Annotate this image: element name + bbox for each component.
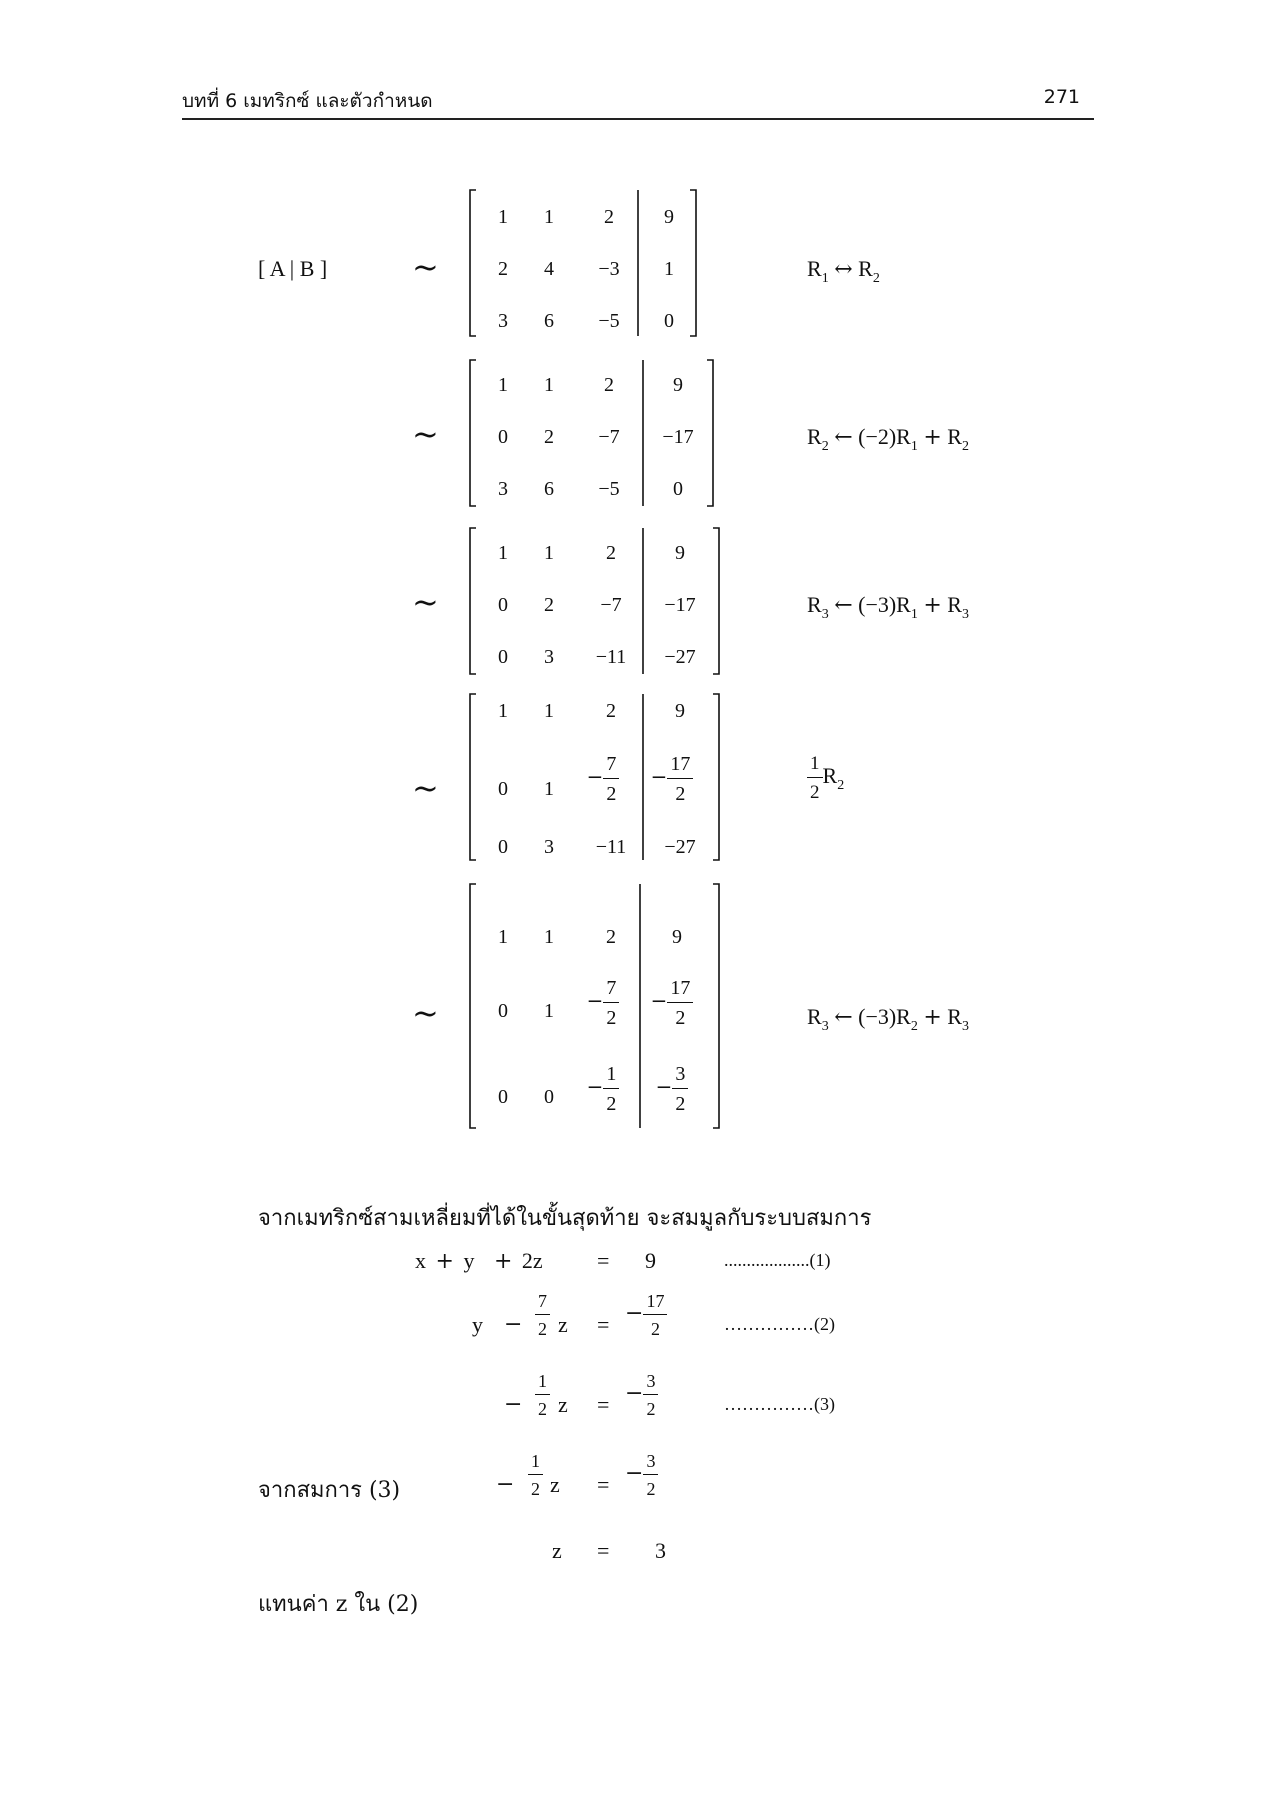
matrix-cell: 9 (673, 374, 683, 396)
matrix-cell: 3 (544, 646, 554, 668)
augmented-matrix-label: [ A | B ] (258, 256, 328, 281)
matrix-cell: 0 (664, 310, 674, 332)
equals: = (597, 1248, 610, 1273)
equation-3-rhs: − $\frac{3}{2}$ (625, 1372, 658, 1418)
matrix-cell: 1 (544, 542, 554, 564)
matrix-cell: −7 (600, 594, 622, 616)
matrix-cell: 0 (498, 1000, 508, 1022)
matrix-fraction-cell: − $\frac{3}{2}$ (637, 1064, 707, 1114)
page-number: 271 (1043, 86, 1080, 108)
matrix-cell: 3 (498, 310, 508, 332)
matrix-cell: 6 (544, 310, 554, 332)
matrix-cell: −17 (664, 594, 696, 616)
matrix-cell: 2 (606, 542, 616, 564)
z-value: 3 (655, 1538, 666, 1563)
matrix-cell: 2 (604, 374, 614, 396)
matrix-cell: 6 (544, 478, 554, 500)
matrix-cell: 2 (606, 926, 616, 948)
matrix-cell: 0 (498, 594, 508, 616)
fraction: $\frac{1}{2}$ (528, 1452, 543, 1498)
matrix-cell: 2 (606, 700, 616, 722)
matrix-cell: 0 (498, 778, 508, 800)
fraction: $\frac{17}{2}$ (667, 754, 693, 804)
row-operation-5: $R_3$ ← $(-3)R_2 + R_3$ (807, 1004, 969, 1034)
row-operation-2: $R_2$ ← $(-2)R_1 + R_2$ (807, 424, 969, 454)
equals: = (597, 1538, 610, 1563)
matrix-cell: 1 (544, 206, 554, 228)
variable-z: z (552, 1538, 562, 1563)
variable-z: z (558, 1392, 568, 1417)
row-operation-3: $R_3$ ← $(-3)R_1 + R_3$ (807, 592, 969, 622)
matrix-fraction-cell: − $\frac{7}{2}$ (568, 978, 638, 1028)
matrix-cell: 3 (498, 478, 508, 500)
equation-2-coef (535, 1292, 550, 1338)
matrix-cell: 1 (544, 926, 554, 948)
tilde-3: ~ (412, 583, 439, 621)
matrix-cell: 0 (673, 478, 683, 500)
fraction: $\frac{7}{2}$ (603, 754, 619, 804)
matrix-cell: 0 (498, 1086, 508, 1108)
fraction: $\frac{3}{2}$ (672, 1064, 688, 1114)
equation-2-rhs: − $\frac{17}{2}$ (625, 1292, 667, 1338)
matrix-cell: 2 (544, 594, 554, 616)
equation-3-coef (535, 1372, 550, 1418)
fraction: $\frac{7}{2}$ (603, 978, 619, 1028)
equals: = (597, 1472, 610, 1497)
substitute-text: แทนค่า z ใน (2) (258, 1592, 419, 1617)
matrix-cell: 1 (498, 926, 508, 948)
matrix-cell: 0 (498, 836, 508, 858)
matrix-cell: 1 (498, 542, 508, 564)
matrix-cell: 1 (664, 258, 674, 280)
fraction: $\frac{17}{2}$ (667, 978, 693, 1028)
matrix-cell: 9 (672, 926, 682, 948)
m5-right-bracket (713, 884, 719, 1128)
matrix-cell: −5 (598, 310, 620, 332)
minus-sign: − (504, 1392, 523, 1417)
equation-1-rhs: 9 (645, 1248, 656, 1273)
equation-1-ref: ...................(1) (724, 1250, 831, 1270)
matrix-fraction-cell: − $\frac{7}{2}$ (568, 754, 638, 804)
matrix-cell: −17 (662, 426, 694, 448)
fraction: $\frac{3}{2}$ (643, 1452, 658, 1498)
fraction: $\frac{1}{2}$ (807, 754, 823, 802)
matrix-cell: 1 (498, 374, 508, 396)
matrix-cell: 1 (498, 206, 508, 228)
matrix-fraction-cell: − $\frac{1}{2}$ (568, 1064, 638, 1114)
matrix-cell: 0 (544, 1086, 554, 1108)
matrix-cell: −27 (664, 836, 696, 858)
matrix-cell: −27 (664, 646, 696, 668)
equals: = (597, 1392, 610, 1417)
intro-text: จากเมทริกซ์สามเหลี่ยมที่ได้ในขั้นสุดท้าย จะสมมูลกับระบบสมการ (258, 1206, 872, 1231)
variable-z: z (558, 1312, 568, 1337)
fraction: $\frac{3}{2}$ (643, 1372, 658, 1418)
row-operation-4: $\frac{1}{2}$ $R_2$ (807, 754, 844, 802)
fraction: $\frac{1}{2}$ (603, 1064, 619, 1114)
tilde-1: ~ (412, 248, 439, 286)
row-operation-1: $R_1$ ↔ $R_2$ (807, 256, 880, 286)
matrix-cell: 1 (498, 700, 508, 722)
matrix-cell: 9 (675, 700, 685, 722)
equation-1: x + y + 2z (415, 1248, 543, 1274)
tilde-4: ~ (412, 769, 439, 807)
tilde-2: ~ (412, 415, 439, 453)
minus-sign: − (504, 1312, 523, 1337)
matrix-cell: −11 (595, 646, 627, 668)
equation-2-ref: ……………(2) (724, 1314, 835, 1334)
matrix-cell: 0 (498, 646, 508, 668)
variable-z: z (550, 1472, 560, 1497)
matrix-cell: 9 (675, 542, 685, 564)
matrix-cell: 4 (544, 258, 554, 280)
matrix-cell: −3 (598, 258, 620, 280)
from-equation-3-label: จากสมการ (3) (258, 1478, 401, 1503)
matrix-cell: 2 (544, 426, 554, 448)
matrix-cell: 1 (544, 778, 554, 800)
matrix-cell: 2 (604, 206, 614, 228)
minus-sign: − (496, 1472, 515, 1497)
fraction: $\frac{7}{2}$ (535, 1292, 550, 1338)
matrix-cell: −5 (598, 478, 620, 500)
matrix-cell: −7 (598, 426, 620, 448)
matrix-cell: 2 (498, 258, 508, 280)
matrix-cell: 1 (544, 1000, 554, 1022)
matrix-cell: 1 (544, 700, 554, 722)
matrix-cell: 3 (544, 836, 554, 858)
matrix-cell: 0 (498, 426, 508, 448)
equation-4-coef (528, 1452, 543, 1498)
matrix-cell: 9 (664, 206, 674, 228)
fraction: $\frac{17}{2}$ (643, 1292, 667, 1338)
matrix-cell: −11 (595, 836, 627, 858)
matrix-fraction-cell: − $\frac{17}{2}$ (637, 754, 707, 804)
equation-3-ref: ……………(3) (724, 1394, 835, 1414)
equals: = (597, 1312, 610, 1337)
matrix-fraction-cell: − $\frac{17}{2}$ (637, 978, 707, 1028)
equation-2-y: y (472, 1312, 483, 1337)
tilde-5: ~ (412, 994, 439, 1032)
equation-4-rhs: − $\frac{3}{2}$ (625, 1452, 658, 1498)
fraction: $\frac{1}{2}$ (535, 1372, 550, 1418)
matrix-cell: 1 (544, 374, 554, 396)
chapter-title: บทที่ 6 เมทริกซ์ และตัวกำหนด (182, 90, 433, 112)
